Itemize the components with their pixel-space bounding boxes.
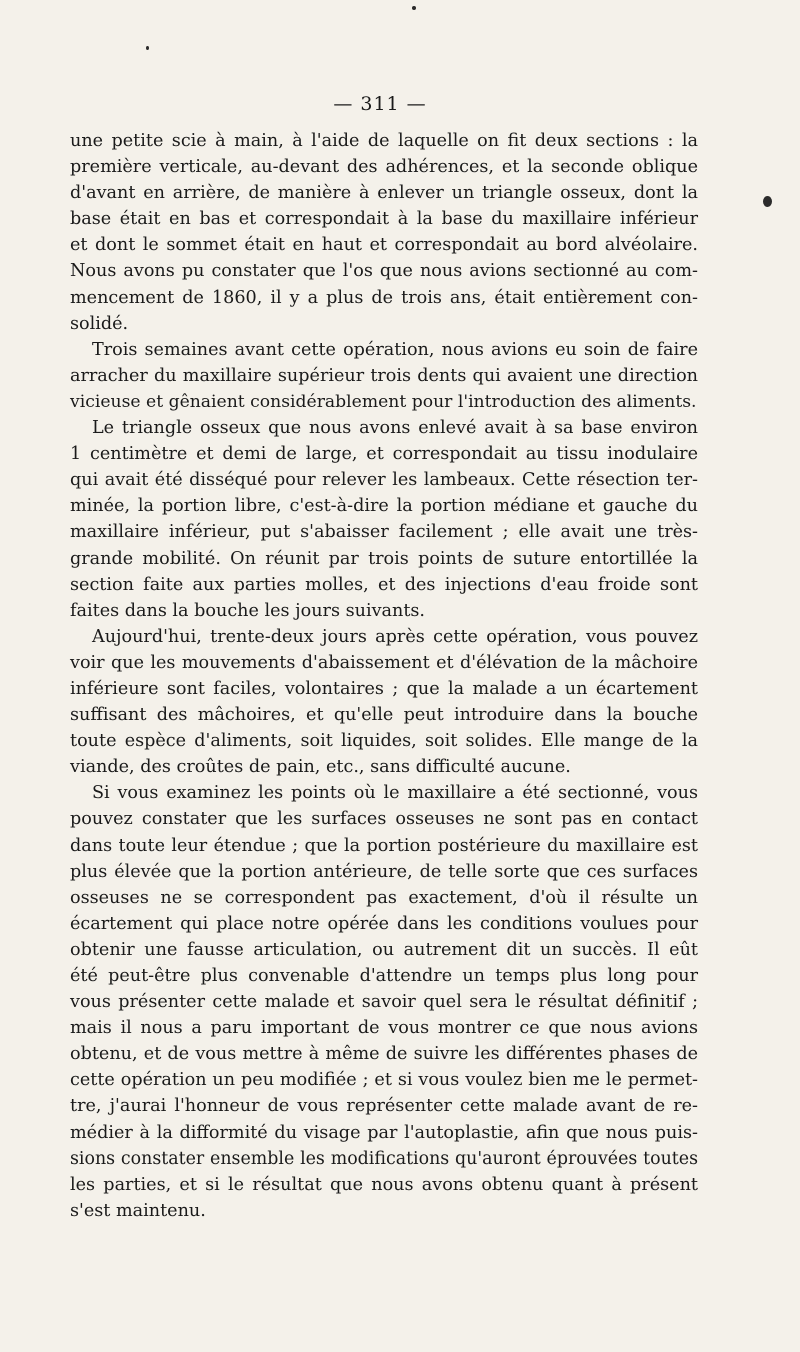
text-line: dans toute leur étendue ; que la portion postérieure du maxillaire est <box>70 835 698 856</box>
text-line: obtenu, et de vous mettre à même de suivre les différentes phases de <box>70 1044 698 1065</box>
text-line: Aujourd'hui, trente-deux jours après cette opération, vous pouvez <box>92 626 698 647</box>
text-line: Trois semaines avant cette opération, nous avions eu soin de faire <box>92 339 698 360</box>
text-line: minée, la portion libre, c'est-à-dire la portion médiane et gauche du <box>70 496 698 517</box>
text-line: suffisant des mâchoires, et qu'elle peut introduire dans la bouche <box>70 705 698 726</box>
text-line: les parties, et si le résultat que nous avons obtenu quant à présent <box>70 1174 698 1195</box>
ink-speck <box>146 46 149 50</box>
text-line: 1 centimètre et demi de large, et correspondait au tissu inodulaire <box>70 444 698 465</box>
text-line: vicieuse et gênaient considérablement pour l'introduction des aliments. <box>70 391 697 412</box>
text-line: maxillaire inférieur, put s'abaisser facilement ; elle avait une très- <box>70 522 698 543</box>
text-line: et dont le sommet était en haut et correspondait au bord alvéolaire. <box>70 235 698 256</box>
text-line: voir que les mouvements d'abaissement et d'élévation de la mâchoire <box>70 652 698 673</box>
body-text <box>70 128 698 1224</box>
text-line: inférieure sont faciles, volontaires ; que la malade a un écartement <box>70 678 698 699</box>
text-line: mais il nous a paru important de vous montrer ce que nous avions <box>70 1018 698 1039</box>
page-number: — 311 — <box>333 93 427 115</box>
text-line: mencement de 1860, il y a plus de trois ans, était entièrement con- <box>70 287 698 308</box>
text-line: été peut-être plus convenable d'attendre un temps plus long pour <box>70 966 698 986</box>
text-line: tre, j'aurai l'honneur de vous représenter cette malade avant de re- <box>70 1096 698 1117</box>
ink-speck <box>412 6 416 10</box>
text-line: une petite scie à main, à l'aide de laquelle on fit deux sections : la <box>70 131 698 151</box>
text-line: obtenir une fausse articulation, ou autrement dit un succès. Il eût <box>70 939 698 960</box>
text-line: viande, des croûtes de pain, etc., sans difficulté aucune. <box>70 757 571 778</box>
text-line: arracher du maxillaire supérieur trois dents qui avaient une direction <box>70 365 698 386</box>
text-line: osseuses ne se correspondent pas exactement, d'où il résulte un <box>70 887 698 908</box>
text-line: faites dans la bouche les jours suivants. <box>70 600 426 621</box>
text-line: sions constater ensemble les modifications qu'auront éprouvées toutes <box>70 1148 698 1169</box>
text-line: première verticale, au-devant des adhérences, et la seconde oblique <box>70 157 698 178</box>
text-line: solidé. <box>70 313 129 334</box>
text-line: médier à la difformité du visage par l'autoplastie, afin que nous puis- <box>70 1122 698 1143</box>
text-line: plus élevée que la portion antérieure, de telle sorte que ces surfaces <box>70 861 698 882</box>
text-line: pouvez constater que les surfaces osseuses ne sont pas en contact <box>70 809 698 830</box>
text-line: section faite aux parties molles, et des injections d'eau froide sont <box>70 574 698 595</box>
ink-speck <box>763 196 772 207</box>
text-line: base était en bas et correspondait à la base du maxillaire inférieur <box>70 209 698 230</box>
text-line: Nous avons pu constater que l'os que nous avions sectionné au com- <box>70 261 698 282</box>
text-line: écartement qui place notre opérée dans les conditions voulues pour <box>70 913 698 934</box>
text-line: toute espèce d'aliments, soit liquides, soit solides. Elle mange de la <box>70 731 698 752</box>
text-line: d'avant en arrière, de manière à enlever un triangle osseux, dont la <box>70 183 698 204</box>
text-line: vous présenter cette malade et savoir quel sera le résultat définitif ; <box>70 992 698 1013</box>
text-line: Si vous examinez les points où le maxillaire a été sectionné, vous <box>92 783 698 804</box>
text-line: grande mobilité. On réunit par trois points de suture entortillée la <box>70 548 698 569</box>
text-line: s'est maintenu. <box>70 1200 206 1221</box>
text-line: cette opération un peu modifiée ; et si vous voulez bien me le permet- <box>70 1070 698 1091</box>
text-line: Le triangle osseux que nous avons enlevé avait à sa base environ <box>92 418 698 439</box>
text-line: qui avait été disséqué pour relever les lambeaux. Cette résection ter- <box>70 470 698 491</box>
